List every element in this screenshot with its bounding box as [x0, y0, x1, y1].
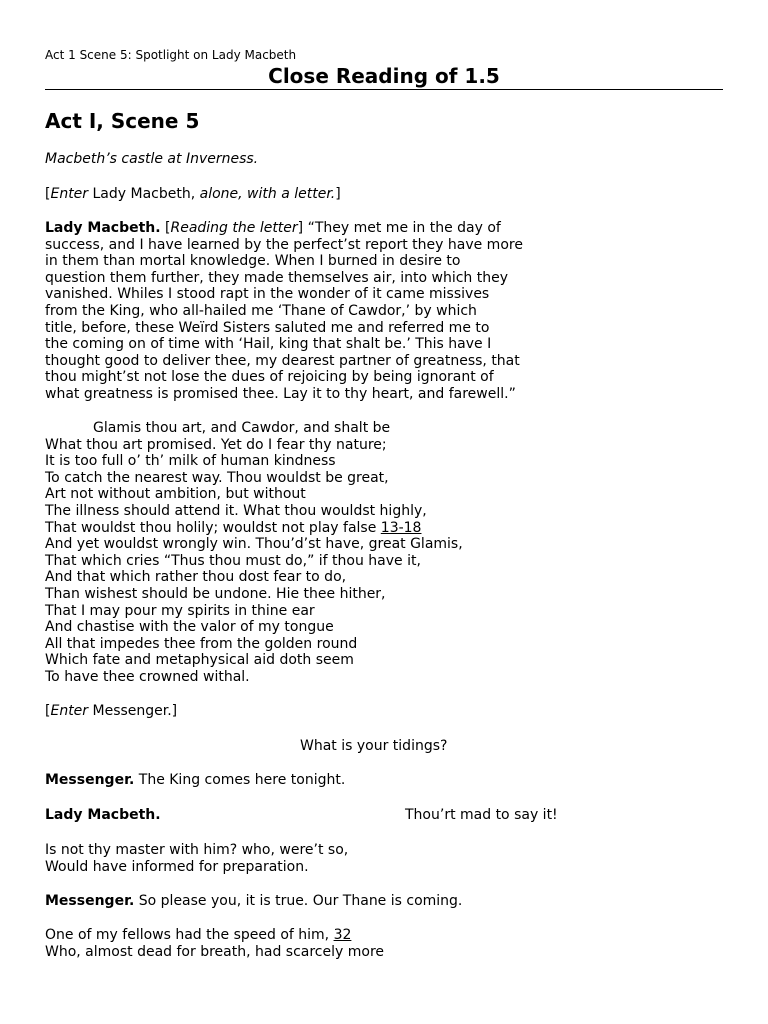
tidings-line: What is your tidings?	[300, 738, 448, 754]
letter-line: thought good to deliver thee, my dearest partner of greatness, that	[45, 352, 520, 369]
letter-line: question them further, they made themselves air, into which they	[45, 269, 509, 286]
lady-speech-speaker	[45, 807, 161, 824]
messenger-speech-1: Messenger. The King comes here tonight.	[45, 772, 346, 788]
running-head: Act 1 Scene 5: Spotlight on Lady Macbeth	[45, 48, 297, 62]
verse-line: It is too full o’ th’ milk of human kindness	[45, 453, 336, 470]
verse-line: To catch the nearest way. Thou wouldst be great,	[45, 469, 389, 486]
verse-line: The illness should attend it. What thou wouldst highly,	[45, 502, 427, 519]
verse-line: Glamis thou art, and Cawdor, and shalt be	[93, 420, 391, 436]
verse-line: And that which rather thou dost fear to do,	[45, 569, 347, 586]
verse-line: One of my fellows had the speed of him, 32	[45, 927, 352, 943]
letter-line: from the King, who all-hailed me ‘Thane of Cawdor,’ by which	[45, 302, 477, 319]
stage-direction-enter-lady: [Enter Lady Macbeth, alone, with a letter.]	[45, 186, 341, 202]
verse-line: Would have informed for preparation.	[45, 858, 309, 875]
verse-line: That which cries “Thus thou must do,” if thou have it,	[45, 552, 421, 569]
letter-line: thou might’st not lose the dues of rejoicing by being ignorant of	[45, 369, 494, 386]
messenger-speech-2: Messenger. So please you, it is true. Our Thane is coming.	[45, 893, 463, 909]
scene-heading: Act I, Scene 5	[45, 109, 200, 133]
scene-setting: Macbeth’s castle at Inverness.	[45, 151, 259, 167]
verse-line: Is not thy master with him? who, were’t so,	[45, 842, 349, 858]
lady-speech-continued	[45, 842, 348, 875]
letter-line: success, and I have learned by the perfect’st report they have more	[45, 236, 523, 253]
letter-line: what greatness is promised thee. Lay it to thy heart, and farewell.”	[45, 385, 516, 402]
verse-line: That I may pour my spirits in thine ear	[45, 602, 315, 619]
stage-direction: Reading the letter	[170, 220, 298, 236]
letter-first-line: Lady Macbeth. [Reading the letter] “They met me in the day of	[45, 220, 501, 236]
verse-line: Which fate and metaphysical aid doth seem	[45, 652, 354, 669]
verse-line: Art not without ambition, but without	[45, 486, 306, 503]
letter-line: in them than mortal knowledge. When I burned in desire to	[45, 253, 461, 270]
verse-speech	[45, 420, 463, 686]
verse-line: Than wishest should be undone. Hie thee hither,	[45, 585, 386, 602]
speaker-name: Lady Macbeth.	[45, 807, 161, 823]
letter-speech	[45, 220, 523, 403]
verse-line: And yet wouldst wrongly win. Thou’d’st have, great Glamis,	[45, 536, 463, 553]
verse-line: That wouldst thou holily; wouldst not play false 13-18	[45, 519, 422, 536]
speaker-name: Messenger.	[45, 893, 135, 909]
page-title: Close Reading of 1.5	[268, 64, 500, 88]
verse-line: All that impedes thee from the golden round	[45, 635, 358, 652]
lady-speech-line: Thou’rt mad to say it!	[405, 807, 558, 823]
verse-line: Who, almost dead for breath, had scarcely more	[45, 943, 385, 960]
letter-line: the coming on of time with ‘Hail, king that shalt be.’ This have I	[45, 336, 492, 353]
letter-line: vanished. Whiles I stood rapt in the wonder of it came missives	[45, 286, 490, 303]
verse-line: To have thee crowned withal.	[45, 668, 250, 685]
speaker-name: Lady Macbeth.	[45, 220, 161, 236]
letter-line: title, before, these Weïrd Sisters saluted me and referred me to	[45, 319, 490, 336]
line-number-ref: 13-18	[380, 519, 422, 536]
speaker-name: Messenger.	[45, 772, 135, 788]
verse-line: And chastise with the valor of my tongue	[45, 619, 334, 636]
title-divider	[45, 89, 723, 90]
messenger-speech-3	[45, 927, 384, 960]
line-number-ref: 32	[333, 927, 352, 943]
verse-line: What thou art promised. Yet do I fear thy nature;	[45, 436, 387, 453]
stage-direction-enter-messenger: [Enter Messenger.]	[45, 703, 178, 719]
